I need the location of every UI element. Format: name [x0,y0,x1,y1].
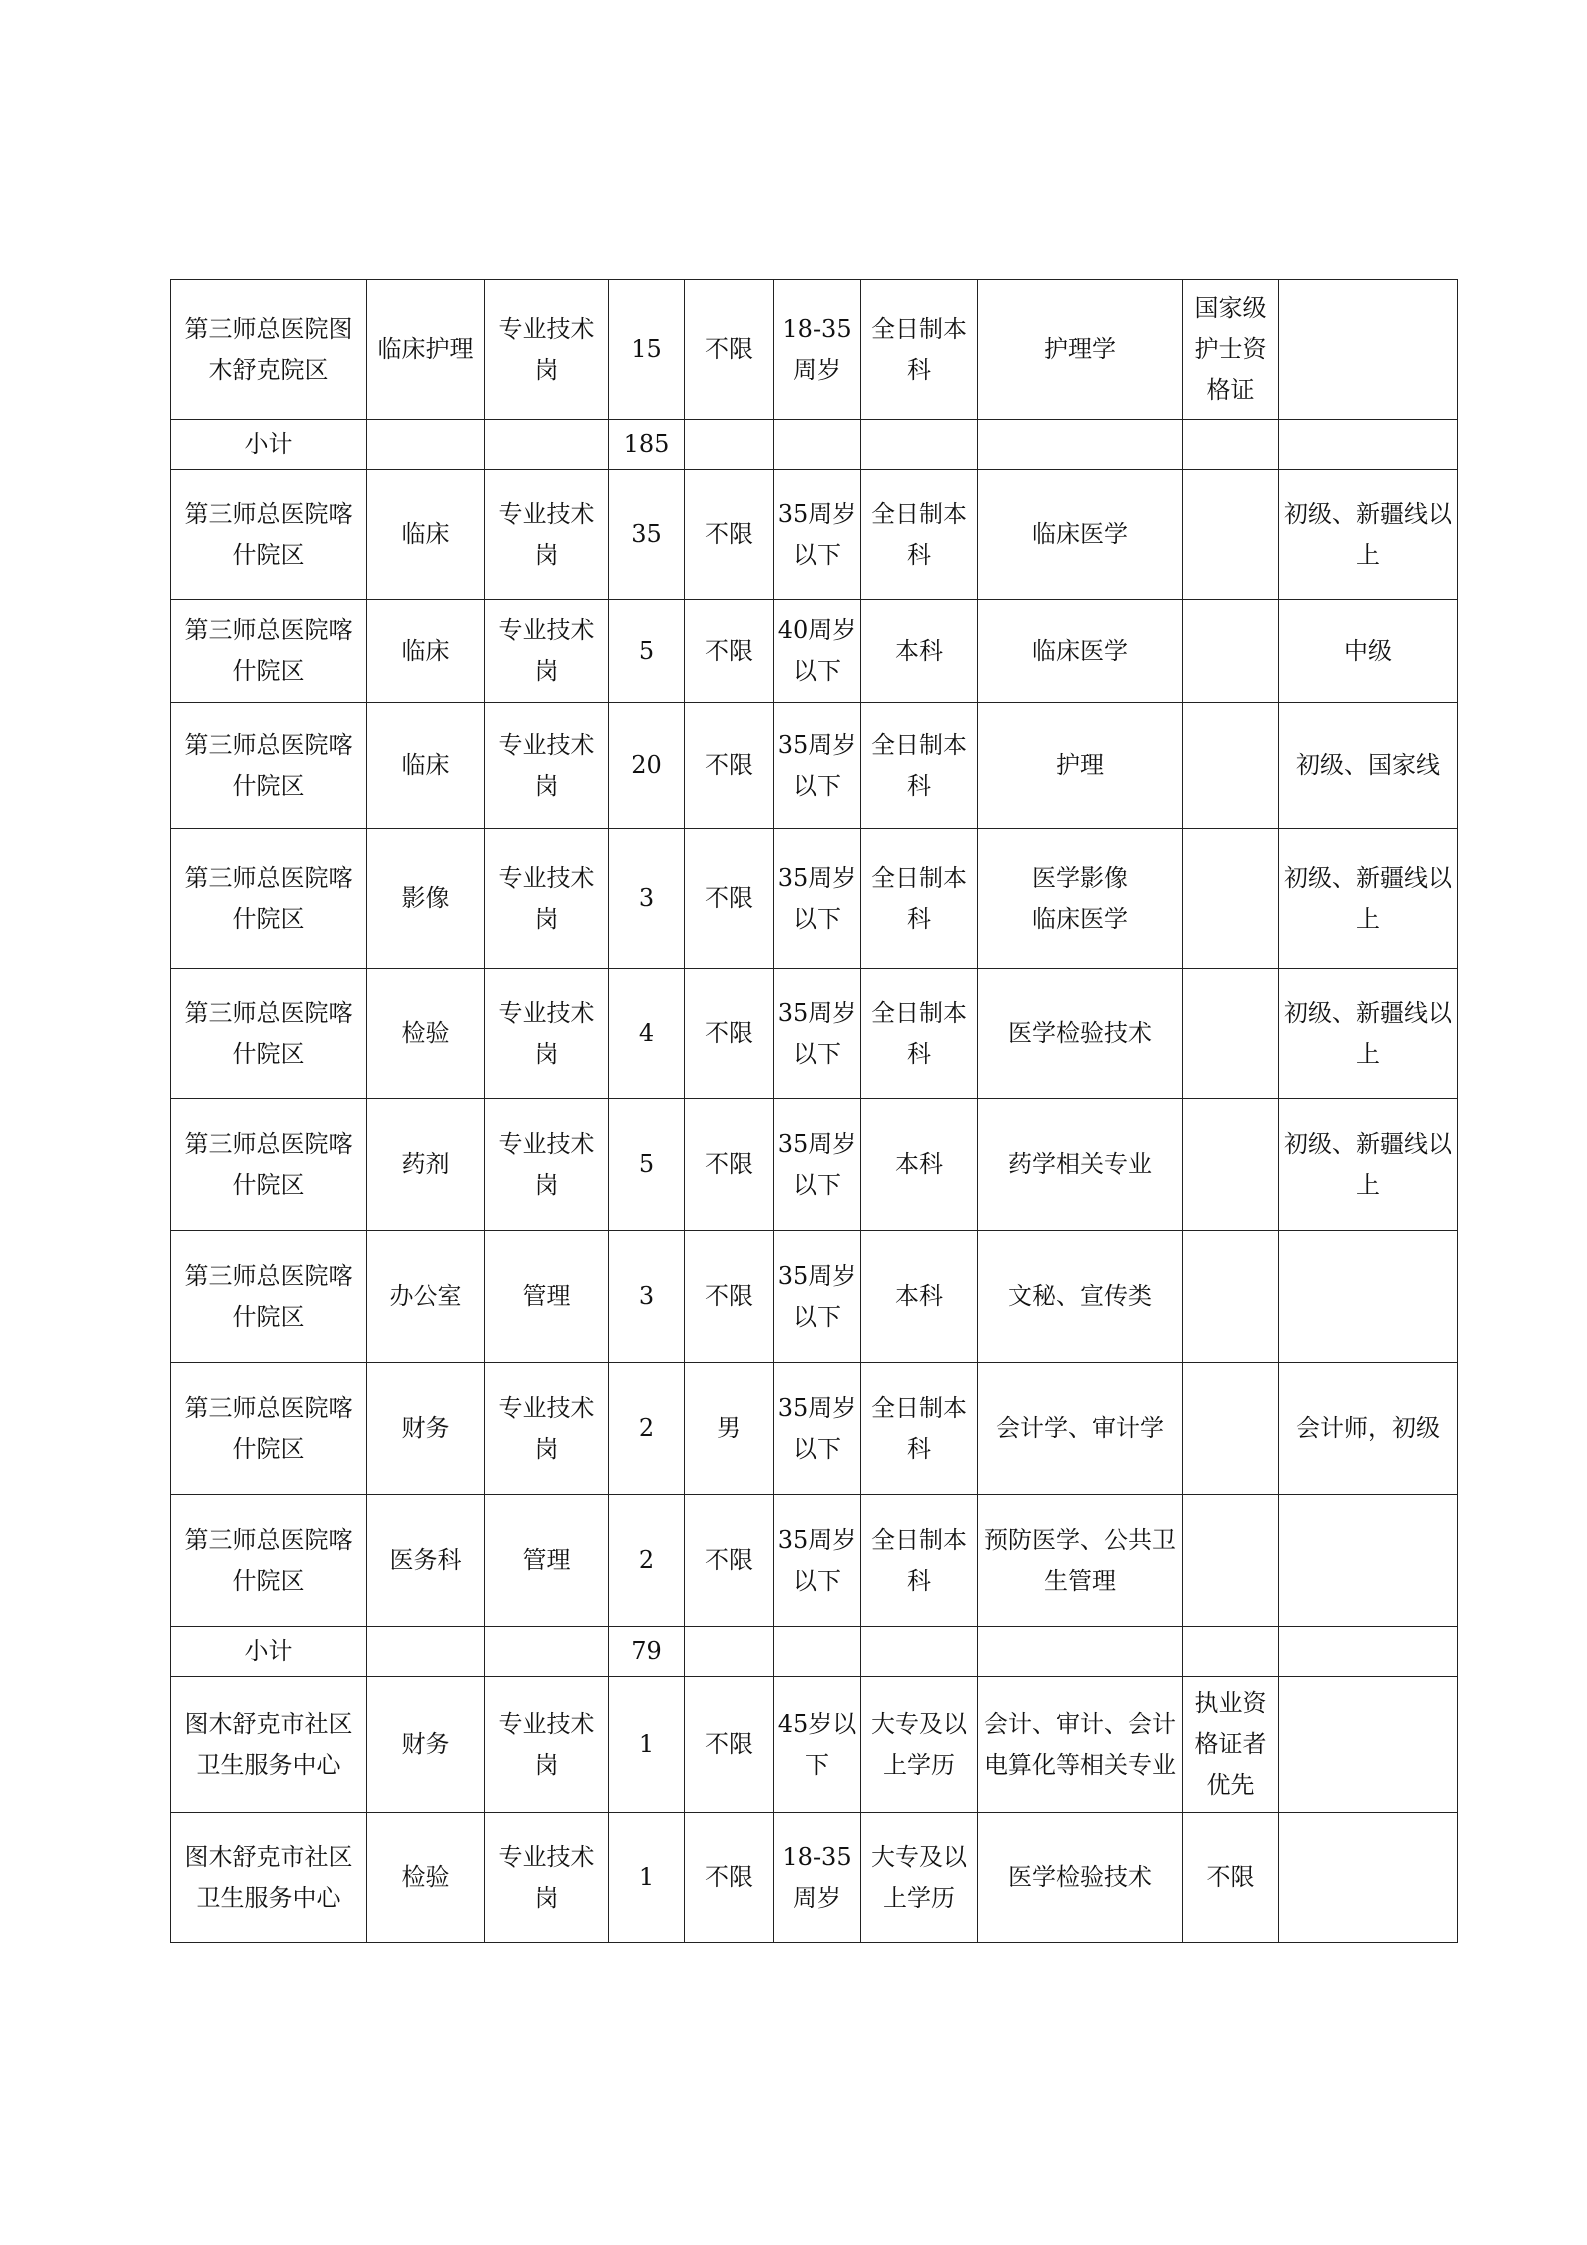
headcount-cell: 35 [609,470,685,600]
major-cell: 医学检验技术 [978,1813,1183,1943]
unit-cell: 第三师总医院喀什院区 [171,600,367,703]
remark-cell: 初级、新疆线以上 [1279,1099,1458,1231]
gender-cell: 不限 [685,829,774,969]
table-row [171,1813,1458,1943]
table-row [171,600,1458,703]
age-cell: 35周岁以下 [774,1363,861,1495]
table-row [171,1363,1458,1495]
age-cell: 35周岁以下 [774,1231,861,1363]
table-row [171,1231,1458,1363]
certificate-cell: 国家级护士资格证 [1183,280,1279,420]
remark-cell: 中级 [1279,600,1458,703]
remark-cell: 初级、国家线 [1279,703,1458,829]
headcount-cell: 3 [609,829,685,969]
major-cell: 文秘、宣传类 [978,1231,1183,1363]
headcount-cell: 185 [609,420,685,470]
remark-cell [1279,1495,1458,1627]
subtotal-row [171,420,1458,470]
table-body [171,280,1458,1943]
post-type-cell [485,1627,609,1677]
age-cell: 18-35周岁 [774,280,861,420]
age-cell: 35周岁以下 [774,1099,861,1231]
table-row [171,703,1458,829]
age-cell: 35周岁以下 [774,1495,861,1627]
post-cell: 临床 [367,703,485,829]
unit-cell: 第三师总医院喀什院区 [171,1231,367,1363]
post-cell: 医务科 [367,1495,485,1627]
certificate-cell: 执业资格证者优先 [1183,1677,1279,1813]
certificate-cell [1183,829,1279,969]
post-type-cell: 专业技术岗 [485,600,609,703]
post-type-cell: 专业技术岗 [485,470,609,600]
major-cell: 医学检验技术 [978,969,1183,1099]
gender-cell: 不限 [685,600,774,703]
headcount-cell: 4 [609,969,685,1099]
education-cell: 大专及以上学历 [861,1677,978,1813]
gender-cell: 不限 [685,969,774,1099]
education-cell: 全日制本科 [861,969,978,1099]
table-row [171,829,1458,969]
age-cell: 35周岁以下 [774,829,861,969]
education-cell: 本科 [861,1099,978,1231]
certificate-cell [1183,1231,1279,1363]
certificate-cell [1183,1363,1279,1495]
education-cell: 全日制本科 [861,829,978,969]
headcount-cell: 1 [609,1677,685,1813]
unit-cell: 第三师总医院喀什院区 [171,1363,367,1495]
major-cell [978,420,1183,470]
education-cell: 全日制本科 [861,470,978,600]
headcount-cell: 15 [609,280,685,420]
major-cell: 临床医学 [978,470,1183,600]
post-type-cell: 管理 [485,1495,609,1627]
gender-cell: 不限 [685,1231,774,1363]
post-type-cell: 专业技术岗 [485,829,609,969]
age-cell: 35周岁以下 [774,703,861,829]
unit-cell: 小计 [171,420,367,470]
major-cell: 临床医学 [978,600,1183,703]
post-cell: 检验 [367,969,485,1099]
headcount-cell: 3 [609,1231,685,1363]
gender-cell: 不限 [685,1677,774,1813]
age-cell: 18-35周岁 [774,1813,861,1943]
education-cell: 全日制本科 [861,703,978,829]
age-cell [774,1627,861,1677]
remark-cell [1279,1627,1458,1677]
remark-cell: 初级、新疆线以上 [1279,470,1458,600]
education-cell [861,420,978,470]
post-type-cell [485,420,609,470]
gender-cell: 男 [685,1363,774,1495]
remark-cell [1279,1813,1458,1943]
table-row [171,470,1458,600]
table-row [171,1677,1458,1813]
headcount-cell: 5 [609,600,685,703]
remark-cell: 初级、新疆线以上 [1279,969,1458,1099]
education-cell: 本科 [861,600,978,703]
unit-cell: 图木舒克市社区卫生服务中心 [171,1677,367,1813]
post-type-cell: 专业技术岗 [485,703,609,829]
post-cell [367,420,485,470]
certificate-cell [1183,703,1279,829]
age-cell: 45岁以下 [774,1677,861,1813]
subtotal-row [171,1627,1458,1677]
unit-cell: 第三师总医院喀什院区 [171,829,367,969]
age-cell: 35周岁以下 [774,470,861,600]
unit-cell: 第三师总医院喀什院区 [171,969,367,1099]
gender-cell: 不限 [685,703,774,829]
major-cell: 预防医学、公共卫生管理 [978,1495,1183,1627]
certificate-cell [1183,420,1279,470]
certificate-cell: 不限 [1183,1813,1279,1943]
age-cell: 40周岁以下 [774,600,861,703]
table-row [171,1495,1458,1627]
age-cell [774,420,861,470]
certificate-cell [1183,969,1279,1099]
table-row [171,1099,1458,1231]
remark-cell: 初级、新疆线以上 [1279,829,1458,969]
unit-cell: 第三师总医院喀什院区 [171,470,367,600]
certificate-cell [1183,600,1279,703]
gender-cell: 不限 [685,470,774,600]
major-cell: 会计学、审计学 [978,1363,1183,1495]
headcount-cell: 20 [609,703,685,829]
gender-cell: 不限 [685,1813,774,1943]
remark-cell [1279,1677,1458,1813]
gender-cell: 不限 [685,280,774,420]
major-cell: 会计、审计、会计电算化等相关专业 [978,1677,1183,1813]
post-cell: 药剂 [367,1099,485,1231]
post-cell: 临床 [367,470,485,600]
education-cell: 全日制本科 [861,280,978,420]
unit-cell: 第三师总医院喀什院区 [171,1099,367,1231]
certificate-cell [1183,1099,1279,1231]
post-cell: 临床护理 [367,280,485,420]
post-cell: 临床 [367,600,485,703]
major-cell [978,1627,1183,1677]
post-type-cell: 专业技术岗 [485,969,609,1099]
unit-cell: 小计 [171,1627,367,1677]
gender-cell: 不限 [685,1495,774,1627]
education-cell: 本科 [861,1231,978,1363]
table-row [171,280,1458,420]
unit-cell: 图木舒克市社区卫生服务中心 [171,1813,367,1943]
headcount-cell: 1 [609,1813,685,1943]
remark-cell [1279,1231,1458,1363]
gender-cell [685,1627,774,1677]
remark-cell [1279,420,1458,470]
post-type-cell: 管理 [485,1231,609,1363]
major-cell: 药学相关专业 [978,1099,1183,1231]
headcount-cell: 79 [609,1627,685,1677]
education-cell: 大专及以上学历 [861,1813,978,1943]
major-cell: 护理学 [978,280,1183,420]
headcount-cell: 2 [609,1363,685,1495]
unit-cell: 第三师总医院喀什院区 [171,1495,367,1627]
major-cell: 医学影像 临床医学 [978,829,1183,969]
education-cell: 全日制本科 [861,1363,978,1495]
certificate-cell [1183,1627,1279,1677]
table-row [171,969,1458,1099]
post-cell: 办公室 [367,1231,485,1363]
recruitment-table [170,279,1458,1943]
post-type-cell: 专业技术岗 [485,1813,609,1943]
post-cell: 检验 [367,1813,485,1943]
headcount-cell: 5 [609,1099,685,1231]
major-cell: 护理 [978,703,1183,829]
post-cell: 财务 [367,1363,485,1495]
remark-cell: 会计师，初级 [1279,1363,1458,1495]
education-cell [861,1627,978,1677]
certificate-cell [1183,470,1279,600]
age-cell: 35周岁以下 [774,969,861,1099]
remark-cell [1279,280,1458,420]
unit-cell: 第三师总医院喀什院区 [171,703,367,829]
unit-cell: 第三师总医院图木舒克院区 [171,280,367,420]
post-type-cell: 专业技术岗 [485,1099,609,1231]
post-type-cell: 专业技术岗 [485,1363,609,1495]
post-type-cell: 专业技术岗 [485,280,609,420]
headcount-cell: 2 [609,1495,685,1627]
certificate-cell [1183,1495,1279,1627]
gender-cell: 不限 [685,1099,774,1231]
education-cell: 全日制本科 [861,1495,978,1627]
post-type-cell: 专业技术岗 [485,1677,609,1813]
post-cell [367,1627,485,1677]
post-cell: 财务 [367,1677,485,1813]
post-cell: 影像 [367,829,485,969]
gender-cell [685,420,774,470]
